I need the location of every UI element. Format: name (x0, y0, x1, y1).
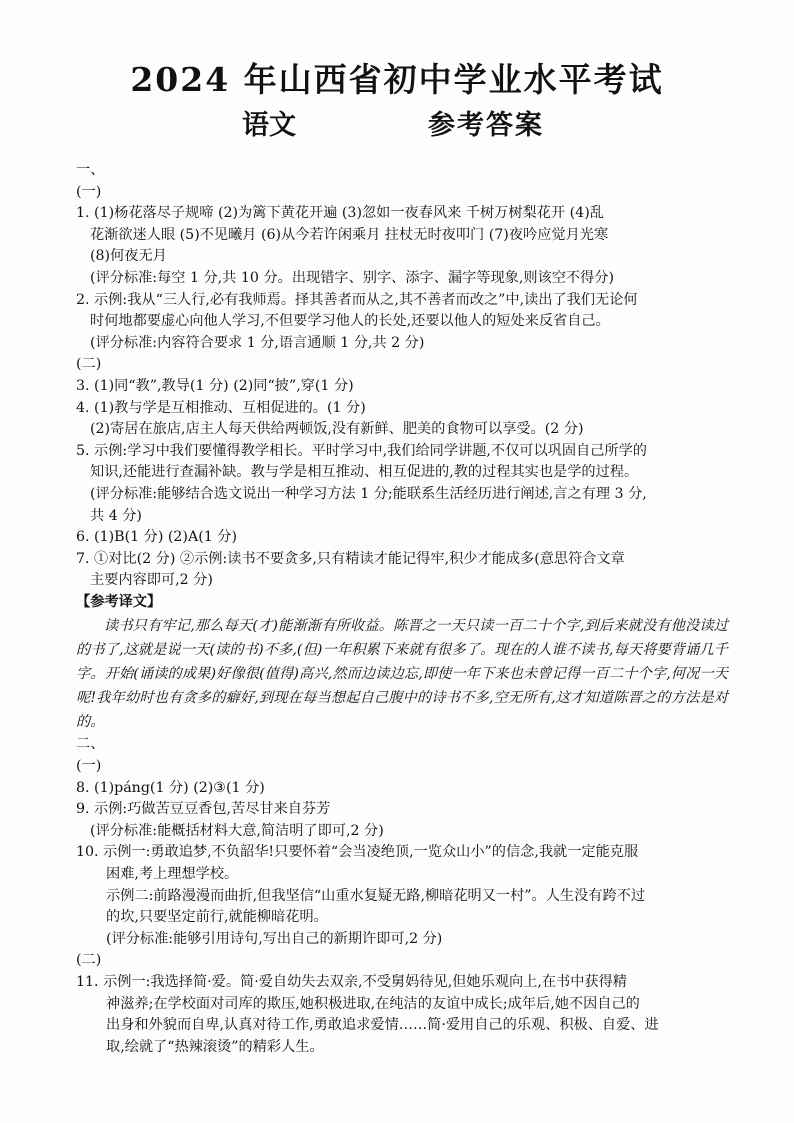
reference-translation: 读书只有牢记,那么每天(才)能渐渐有所收益。陈晋之一天只读一百二十个字,到后来就没有他没读过的书了,这就是说一天(读的书)不多,(但)一年积累下来就有很多了。现在的人谁不读书,每天将要背诵几千字。开始(诵读的成果)好像很(值得)高兴,然而边读边忘,即使一年下来也未曾记得一百二十个字,何况一天呢!我年幼时也有贪多的癖好,到现在每当想起自己腹中的诗书不多,空无所有,这才知道陈晋之的方法是对的。 (76, 618, 728, 731)
subject-label: 语文 (242, 110, 296, 141)
answer-line: 时何地都要虚心向他人学习,不但要学习他人的长处,还要以他人的短处来反省自己。 (90, 313, 610, 330)
part-heading: (二) (76, 952, 102, 969)
scoring-note: (评分标准:能够引用诗句,写出自己的新期许即可,2 分) (106, 930, 443, 947)
part-heading: (二) (76, 356, 102, 373)
answer-line: 花渐欲迷人眼 (5)不见曦月 (6)从今若许闲乘月 拄杖无时夜叩门 (7)夜吟应觉月光寒 (90, 226, 609, 243)
answer-line: 示例二:前路漫漫而曲折,但我坚信“山重水复疑无路,柳暗花明又一村”。人生没有跨不过 (106, 887, 646, 904)
scoring-note: (评分标准:每空 1 分,共 10 分。出现错字、别字、添字、漏字等现象,则该空不得分) (90, 269, 614, 286)
scoring-note: (评分标准:能够结合选文说出一种学习方法 1 分;能联系生活经历进行阐述,言之有理 3 分, (90, 485, 647, 502)
answer-line: 困难,考上理想学校。 (106, 866, 239, 883)
part-heading: (一) (76, 758, 102, 775)
answer-line: 11. 示例一:我选择简·爱。简·爱自幼失去双亲,不受舅妈待见,但她乐观向上,在书中获得精 (76, 974, 627, 990)
answer-line: 1. (1)杨花落尽子规啼 (2)为篱下黄花开遍 (3)忽如一夜春风来 千树万树梨花开 (4)乱 (76, 205, 604, 222)
scoring-note: (评分标准:能概括材料大意,简洁明了即可,2 分) (90, 822, 384, 839)
scoring-note: (评分标准:内容符合要求 1 分,语言通顺 1 分,共 2 分) (90, 334, 425, 351)
answer-line: (2)寄居在旅店,店主人每天供给两顿饭,没有新鲜、肥美的食物可以享受。(2 分) (90, 421, 584, 438)
answer-line: 的坎,只要坚定前行,就能柳暗花明。 (106, 909, 328, 926)
part-heading: (一) (76, 183, 102, 200)
scoring-note: 共 4 分) (90, 507, 142, 524)
answer-line: (8)何夜无月 (90, 248, 167, 265)
answer-line: 3. (1)同“教”,教导(1 分) (2)同“披”,穿(1 分) (76, 377, 354, 394)
answer-content (76, 160, 728, 1058)
answer-line: 7. ①对比(2 分) ②示例:读书不要贪多,只有精读才能记得牢,积少才能成多(意思符合文章 (76, 550, 625, 567)
answer-line: 4. (1)教与学是互相推动、互相促进的。(1 分) (76, 399, 366, 416)
answer-line: 知识,还能进行查漏补缺。教与学是相互推动、相互促进的,教的过程其实也是学的过程。 (90, 464, 639, 481)
answer-line: 9. 示例:巧做苦豆豆香包,苦尽甘来自芬芳 (76, 801, 331, 818)
answer-key-label: 参考答案 (428, 110, 544, 141)
section-heading: 一、 (76, 162, 105, 178)
answer-line: 2. 示例:我从“三人行,必有我师焉。择其善者而从之,其不善者而改之”中,读出了我们无论何 (76, 291, 638, 308)
answer-line: 8. (1)páng(1 分) (2)③(1 分) (76, 779, 265, 796)
answer-line: 5. 示例:学习中我们要懂得教学相长。平时学习中,我们给同学讲题,不仅可以巩固自己所学的 (76, 442, 647, 459)
reference-translation-heading: 【参考译文】 (76, 593, 162, 610)
answer-line: 出身和外貌而自卑,认真对待工作,勇敢追求爱情……简·爱用自己的乐观、积极、自爱、进 (106, 1017, 659, 1034)
section-heading: 二、 (76, 736, 105, 753)
answer-line: 6. (1)B(1 分) (2)A(1 分) (76, 529, 238, 546)
answer-line: 主要内容即可,2 分) (90, 572, 213, 589)
answer-line: 10. 示例一:勇敢追梦,不负韶华!只要怀着“会当凌绝顶,一览众山小”的信念,我就一定能克服 (76, 844, 639, 861)
page-title: 2024 年山西省初中学业水平考试 (130, 60, 664, 99)
answer-line: 取,绘就了“热辣滚烫”的精彩人生。 (106, 1038, 324, 1055)
answer-line: 神滋养;在学校面对司库的欺压,她积极进取,在纯洁的友谊中成长;成年后,她不因自己的 (106, 995, 640, 1012)
